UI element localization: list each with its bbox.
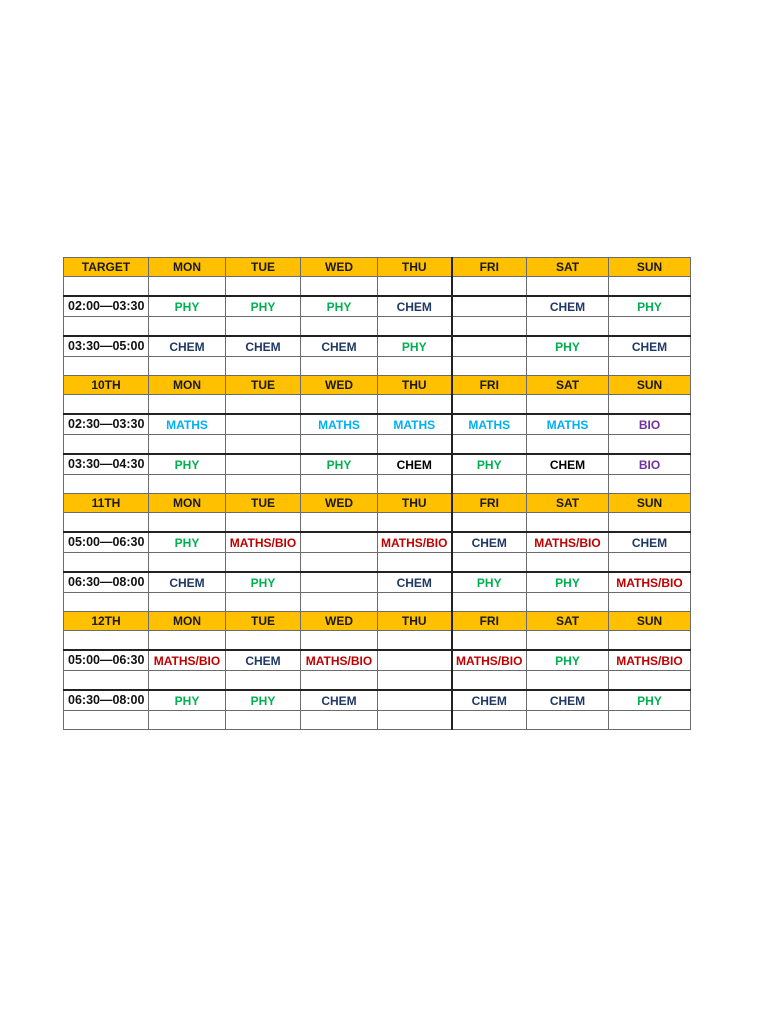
spacer-row xyxy=(64,631,691,651)
blank-cell xyxy=(527,317,609,337)
spacer-row xyxy=(64,317,691,337)
blank-cell xyxy=(64,475,149,494)
blank-cell xyxy=(378,631,452,651)
time-slot-label: 06:30—08:00 xyxy=(64,572,149,593)
blank-cell xyxy=(226,435,301,455)
blank-cell xyxy=(226,277,301,297)
section-header-row xyxy=(64,258,691,277)
blank-cell xyxy=(609,631,691,651)
blank-cell xyxy=(301,317,378,337)
blank-cell xyxy=(378,317,452,337)
time-slot-row xyxy=(64,336,691,357)
blank-cell xyxy=(64,357,149,376)
blank-cell xyxy=(301,475,378,494)
blank-cell xyxy=(452,631,527,651)
subject-cell: CHEM xyxy=(452,532,527,553)
subject-cell: PHY xyxy=(149,296,226,317)
day-header: SAT xyxy=(527,258,609,277)
blank-cell xyxy=(527,277,609,297)
blank-cell xyxy=(64,435,149,455)
subject-cell: CHEM xyxy=(149,572,226,593)
blank-cell xyxy=(609,711,691,730)
subject-cell: MATHS/BIO xyxy=(149,650,226,671)
day-header: MON xyxy=(149,376,226,395)
subject-cell: CHEM xyxy=(226,336,301,357)
day-header: MON xyxy=(149,612,226,631)
time-slot-label: 05:00—06:30 xyxy=(64,532,149,553)
blank-cell xyxy=(301,711,378,730)
blank-cell xyxy=(149,671,226,691)
section-header-row xyxy=(64,612,691,631)
blank-cell xyxy=(226,593,301,612)
subject-cell: MATHS xyxy=(149,414,226,435)
blank-cell xyxy=(378,357,452,376)
day-header: THU xyxy=(378,612,452,631)
blank-cell xyxy=(149,435,226,455)
blank-cell xyxy=(149,317,226,337)
subject-cell: CHEM xyxy=(527,690,609,711)
day-header: WED xyxy=(301,494,378,513)
subject-cell: PHY xyxy=(452,572,527,593)
day-header: TUE xyxy=(226,376,301,395)
subject-cell xyxy=(378,650,452,671)
blank-cell xyxy=(301,277,378,297)
section-label: 11TH xyxy=(64,494,149,513)
blank-cell xyxy=(378,671,452,691)
section-label: TARGET xyxy=(64,258,149,277)
subject-cell: CHEM xyxy=(452,690,527,711)
blank-cell xyxy=(64,553,149,573)
day-header: MON xyxy=(149,494,226,513)
subject-cell: CHEM xyxy=(378,572,452,593)
subject-cell: BIO xyxy=(609,454,691,475)
subject-cell: MATHS/BIO xyxy=(226,532,301,553)
subject-cell: BIO xyxy=(609,414,691,435)
subject-cell xyxy=(226,454,301,475)
blank-cell xyxy=(149,357,226,376)
section-header-row xyxy=(64,494,691,513)
subject-cell: MATHS/BIO xyxy=(452,650,527,671)
blank-cell xyxy=(609,395,691,415)
subject-cell xyxy=(301,532,378,553)
day-header: SAT xyxy=(527,494,609,513)
blank-cell xyxy=(527,513,609,533)
blank-cell xyxy=(301,671,378,691)
spacer-row xyxy=(64,711,691,730)
blank-cell xyxy=(149,631,226,651)
blank-cell xyxy=(378,475,452,494)
blank-cell xyxy=(149,395,226,415)
subject-cell: CHEM xyxy=(609,336,691,357)
day-header: THU xyxy=(378,494,452,513)
subject-cell: PHY xyxy=(149,532,226,553)
spacer-row xyxy=(64,553,691,573)
blank-cell xyxy=(527,553,609,573)
blank-cell xyxy=(609,593,691,612)
time-slot-label: 03:30—04:30 xyxy=(64,454,149,475)
subject-cell: MATHS/BIO xyxy=(527,532,609,553)
subject-cell: PHY xyxy=(301,296,378,317)
blank-cell xyxy=(301,593,378,612)
subject-cell: MATHS xyxy=(452,414,527,435)
subject-cell xyxy=(452,336,527,357)
blank-cell xyxy=(452,475,527,494)
time-slot-label: 06:30—08:00 xyxy=(64,690,149,711)
day-header: THU xyxy=(378,376,452,395)
blank-cell xyxy=(226,513,301,533)
subject-cell: MATHS/BIO xyxy=(609,572,691,593)
section-label: 12TH xyxy=(64,612,149,631)
blank-cell xyxy=(609,475,691,494)
blank-cell xyxy=(226,631,301,651)
day-header: TUE xyxy=(226,612,301,631)
blank-cell xyxy=(452,435,527,455)
section-header-row xyxy=(64,376,691,395)
blank-cell xyxy=(226,711,301,730)
blank-cell xyxy=(378,593,452,612)
day-header: FRI xyxy=(452,258,527,277)
blank-cell xyxy=(378,513,452,533)
subject-cell: PHY xyxy=(226,296,301,317)
time-slot-label: 02:00—03:30 xyxy=(64,296,149,317)
time-slot-label: 02:30—03:30 xyxy=(64,414,149,435)
subject-cell: MATHS xyxy=(301,414,378,435)
day-header: FRI xyxy=(452,376,527,395)
blank-cell xyxy=(226,553,301,573)
day-header: MON xyxy=(149,258,226,277)
day-header: FRI xyxy=(452,612,527,631)
blank-cell xyxy=(64,593,149,612)
subject-cell: CHEM xyxy=(378,454,452,475)
subject-cell: CHEM xyxy=(609,532,691,553)
blank-cell xyxy=(452,357,527,376)
blank-cell xyxy=(301,435,378,455)
blank-cell xyxy=(149,593,226,612)
blank-cell xyxy=(149,277,226,297)
day-header: FRI xyxy=(452,494,527,513)
blank-cell xyxy=(452,671,527,691)
blank-cell xyxy=(64,277,149,297)
day-header: SUN xyxy=(609,612,691,631)
blank-cell xyxy=(609,671,691,691)
subject-cell: PHY xyxy=(527,336,609,357)
blank-cell xyxy=(378,553,452,573)
blank-cell xyxy=(64,317,149,337)
blank-cell xyxy=(527,357,609,376)
blank-cell xyxy=(149,513,226,533)
blank-cell xyxy=(301,357,378,376)
blank-cell xyxy=(226,395,301,415)
blank-cell xyxy=(527,435,609,455)
blank-cell xyxy=(301,395,378,415)
blank-cell xyxy=(609,357,691,376)
blank-cell xyxy=(226,357,301,376)
subject-cell xyxy=(452,296,527,317)
spacer-row xyxy=(64,513,691,533)
subject-cell: PHY xyxy=(452,454,527,475)
day-header: SAT xyxy=(527,376,609,395)
blank-cell xyxy=(527,475,609,494)
blank-cell xyxy=(527,711,609,730)
blank-cell xyxy=(149,475,226,494)
subject-cell xyxy=(378,690,452,711)
blank-cell xyxy=(452,277,527,297)
time-slot-row xyxy=(64,532,691,553)
blank-cell xyxy=(378,435,452,455)
blank-cell xyxy=(527,671,609,691)
subject-cell: CHEM xyxy=(149,336,226,357)
blank-cell xyxy=(378,711,452,730)
blank-cell xyxy=(527,395,609,415)
blank-cell xyxy=(378,277,452,297)
blank-cell xyxy=(609,435,691,455)
time-slot-row xyxy=(64,414,691,435)
day-header: SUN xyxy=(609,258,691,277)
blank-cell xyxy=(452,593,527,612)
spacer-row xyxy=(64,593,691,612)
blank-cell xyxy=(64,671,149,691)
subject-cell xyxy=(226,414,301,435)
day-header: SUN xyxy=(609,376,691,395)
subject-cell: MATHS xyxy=(527,414,609,435)
blank-cell xyxy=(452,395,527,415)
day-header: WED xyxy=(301,376,378,395)
blank-cell xyxy=(64,711,149,730)
day-header: SUN xyxy=(609,494,691,513)
blank-cell xyxy=(226,475,301,494)
blank-cell xyxy=(149,711,226,730)
spacer-row xyxy=(64,395,691,415)
day-header: SAT xyxy=(527,612,609,631)
subject-cell: PHY xyxy=(527,572,609,593)
subject-cell: MATHS/BIO xyxy=(609,650,691,671)
subject-cell: MATHS/BIO xyxy=(378,532,452,553)
blank-cell xyxy=(301,513,378,533)
subject-cell: PHY xyxy=(301,454,378,475)
blank-cell xyxy=(609,317,691,337)
section-label: 10TH xyxy=(64,376,149,395)
subject-cell xyxy=(301,572,378,593)
blank-cell xyxy=(378,395,452,415)
day-header: WED xyxy=(301,258,378,277)
blank-cell xyxy=(226,671,301,691)
subject-cell: PHY xyxy=(149,690,226,711)
subject-cell: PHY xyxy=(149,454,226,475)
blank-cell xyxy=(609,513,691,533)
subject-cell: PHY xyxy=(226,690,301,711)
spacer-row xyxy=(64,357,691,376)
blank-cell xyxy=(301,631,378,651)
subject-cell: CHEM xyxy=(226,650,301,671)
day-header: WED xyxy=(301,612,378,631)
subject-cell: CHEM xyxy=(301,690,378,711)
time-slot-label: 03:30—05:00 xyxy=(64,336,149,357)
spacer-row xyxy=(64,475,691,494)
subject-cell: PHY xyxy=(609,690,691,711)
subject-cell: PHY xyxy=(378,336,452,357)
blank-cell xyxy=(609,277,691,297)
time-slot-row xyxy=(64,650,691,671)
blank-cell xyxy=(64,395,149,415)
blank-cell xyxy=(609,553,691,573)
blank-cell xyxy=(452,553,527,573)
blank-cell xyxy=(64,513,149,533)
blank-cell xyxy=(527,593,609,612)
blank-cell xyxy=(149,553,226,573)
time-slot-row xyxy=(64,296,691,317)
subject-cell: PHY xyxy=(609,296,691,317)
subject-cell: CHEM xyxy=(527,296,609,317)
spacer-row xyxy=(64,671,691,691)
blank-cell xyxy=(452,317,527,337)
blank-cell xyxy=(527,631,609,651)
day-header: TUE xyxy=(226,258,301,277)
subject-cell: CHEM xyxy=(527,454,609,475)
blank-cell xyxy=(301,553,378,573)
blank-cell xyxy=(452,513,527,533)
day-header: TUE xyxy=(226,494,301,513)
subject-cell: PHY xyxy=(527,650,609,671)
timetable xyxy=(63,257,691,730)
time-slot-row xyxy=(64,572,691,593)
day-header: THU xyxy=(378,258,452,277)
time-slot-label: 05:00—06:30 xyxy=(64,650,149,671)
blank-cell xyxy=(64,631,149,651)
subject-cell: CHEM xyxy=(301,336,378,357)
blank-cell xyxy=(226,317,301,337)
time-slot-row xyxy=(64,454,691,475)
subject-cell: MATHS/BIO xyxy=(301,650,378,671)
spacer-row xyxy=(64,277,691,297)
blank-cell xyxy=(452,711,527,730)
spacer-row xyxy=(64,435,691,455)
subject-cell: PHY xyxy=(226,572,301,593)
subject-cell: MATHS xyxy=(378,414,452,435)
subject-cell: CHEM xyxy=(378,296,452,317)
time-slot-row xyxy=(64,690,691,711)
